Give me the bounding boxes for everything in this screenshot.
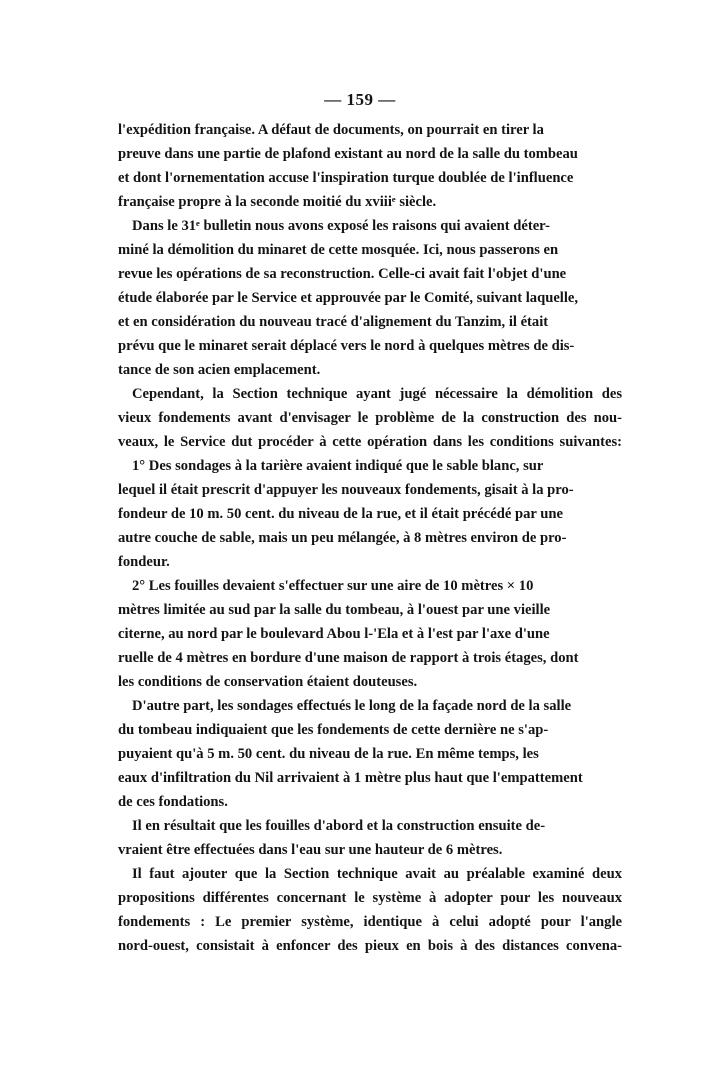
line: veaux, le Service dut procéder à cette opération dans les conditions suivantes: <box>118 434 622 450</box>
page-number: — 159 — <box>324 90 396 109</box>
line: tance de son acien emplacement. <box>118 362 321 378</box>
paragraph-4 <box>118 454 622 574</box>
paragraph-3 <box>118 382 622 454</box>
line: et en considération du nouveau tracé d'alignement du Tanzim, il était <box>118 314 549 330</box>
line: l'expédition française. A défaut de documents, on pourrait en tirer la <box>118 122 544 138</box>
line: de ces fondations. <box>118 794 228 810</box>
line: D'autre part, les sondages effectués le long de la façade nord de la salle <box>132 698 572 714</box>
line: revue les opérations de sa reconstruction. Celle-ci avait fait l'objet d'une <box>118 266 567 282</box>
line: lequel il était prescrit d'appuyer les nouveaux fondements, gisait à la pro- <box>118 482 574 498</box>
line: propositions différentes concernant le système à adopter pour les nouveaux <box>118 890 622 906</box>
line: Il en résultait que les fouilles d'abord et la construction ensuite de- <box>132 818 546 834</box>
line: les conditions de conservation étaient douteuses. <box>118 674 418 690</box>
line: fondements : Le premier système, identique à celui adopté pour l'angle <box>118 914 622 930</box>
line: citerne, au nord par le boulevard Abou l-'Ela et à l'est par l'axe d'une <box>118 626 550 642</box>
paragraph-6 <box>118 694 622 814</box>
line: Dans le 31ᵉ bulletin nous avons exposé les raisons qui avaient déter- <box>132 218 550 234</box>
line: vraient être effectuées dans l'eau sur une hauteur de 6 mètres. <box>118 842 503 858</box>
line: vieux fondements avant d'envisager le problème de la construction des nou- <box>118 410 622 426</box>
line: prévu que le minaret serait déplacé vers le nord à quelques mètres de dis- <box>118 338 575 354</box>
line: 1° Des sondages à la tarière avaient indiqué que le sable blanc, sur <box>132 458 544 474</box>
line: puyaient qu'à 5 m. 50 cent. du niveau de la rue. En même temps, les <box>118 746 539 762</box>
line: étude élaborée par le Service et approuvée par le Comité, suivant laquelle, <box>118 290 579 306</box>
line: française propre à la seconde moitié du xviiiᵉ siècle. <box>118 194 437 210</box>
line: du tombeau indiquaient que les fondements de cette dernière ne s'ap- <box>118 722 549 738</box>
line: fondeur. <box>118 554 170 570</box>
line: mètres limitée au sud par la salle du tombeau, à l'ouest par une vieille <box>118 602 551 618</box>
paragraph-1 <box>118 118 622 214</box>
paragraph-8 <box>118 862 622 958</box>
line: Il faut ajouter que la Section technique avait au préalable examiné deux <box>132 866 622 882</box>
line: 2° Les fouilles devaient s'effectuer sur une aire de 10 mètres × 10 <box>132 578 534 594</box>
line: Cependant, la Section technique ayant jugé nécessaire la démolition des <box>132 386 622 402</box>
line: nord-ouest, consistait à enfoncer des pieux en bois à des distances convena- <box>118 938 622 954</box>
line: ruelle de 4 mètres en bordure d'une maison de rapport à trois étages, dont <box>118 650 579 666</box>
line: miné la démolition du minaret de cette mosquée. Ici, nous passerons en <box>118 242 559 258</box>
line: et dont l'ornementation accuse l'inspiration turque doublée de l'influence <box>118 170 574 186</box>
line: preuve dans une partie de plafond existant au nord de la salle du tombeau <box>118 146 578 162</box>
line: autre couche de sable, mais un peu mélangée, à 8 mètres environ de pro- <box>118 530 567 546</box>
paragraph-2 <box>118 214 622 382</box>
paragraph-5 <box>118 574 622 694</box>
line: fondeur de 10 m. 50 cent. du niveau de la rue, et il était précédé par une <box>118 506 563 522</box>
paragraph-7 <box>118 814 622 862</box>
body-text <box>118 118 622 958</box>
line: eaux d'infiltration du Nil arrivaient à 1 mètre plus haut que l'empattement <box>118 770 583 786</box>
